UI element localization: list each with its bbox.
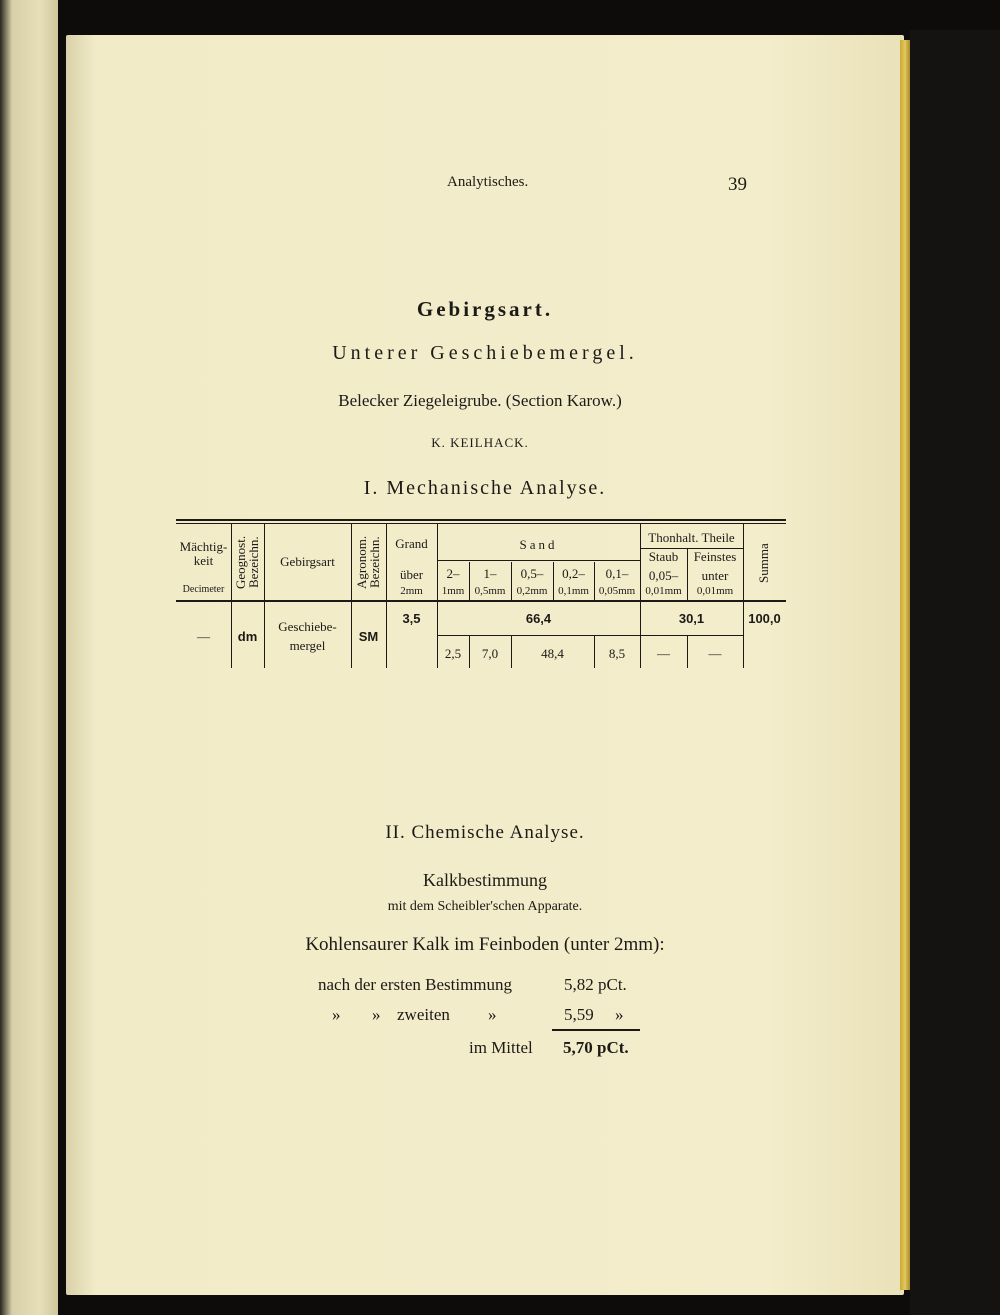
ditto-mark: » xyxy=(372,1005,381,1024)
ditto-mark: » xyxy=(332,1005,341,1024)
header-grand: Grand xyxy=(395,536,428,551)
header-staub-range: 0,05– xyxy=(648,568,679,583)
header-thonhalt: Thonhalt. Theile xyxy=(648,530,735,545)
table-top-rule-2 xyxy=(176,523,786,524)
sand-col-bottom: 0,1mm xyxy=(558,585,589,597)
header-geognost: Geognost. Bezeichn. xyxy=(233,535,261,589)
cell-feinstes: — xyxy=(708,646,722,661)
result-1-value: 5,82 pCt. xyxy=(564,975,627,994)
sand-col-bottom: 0,05mm xyxy=(598,585,636,597)
sand-col-top: 1– xyxy=(483,566,497,581)
heading-chemical-analysis: II. Chemische Analyse. xyxy=(385,822,585,843)
cell-summa: 100,0 xyxy=(748,611,781,626)
heading-kalkbestimmung: Kalkbestimmung xyxy=(423,870,547,890)
header-feinstes: Feinstes xyxy=(693,549,737,564)
header-sand: Sand xyxy=(519,537,558,552)
value-sub-rule xyxy=(437,635,743,636)
header-agronom: Agronom. Bezeichn. xyxy=(354,535,382,589)
header-grand-size: 2mm xyxy=(400,585,423,597)
mean-label: im Mittel xyxy=(469,1038,533,1057)
cell-sand-value: 7,0 xyxy=(481,646,499,661)
cell-agronom: SM xyxy=(358,629,379,644)
carbonate-intro: Kohlensaurer Kalk im Feinboden (unter 2mm): xyxy=(305,934,665,955)
heading-mechanical-analysis: I. Mechanische Analyse. xyxy=(363,477,607,499)
col-divider xyxy=(231,524,232,668)
cell-maechtigkeit: — xyxy=(197,629,210,644)
mean-value: 5,70 pCt. xyxy=(563,1038,629,1057)
book-binding xyxy=(910,30,1000,1315)
col-divider xyxy=(743,524,744,668)
table-top-rule xyxy=(176,519,786,521)
header-summa: Summa xyxy=(756,543,771,583)
header-grand-ueber: über xyxy=(399,567,424,582)
cell-sand-total: 66,4 xyxy=(525,611,552,626)
sand-col-top: 2– xyxy=(446,566,460,581)
sand-col-top: 0,5– xyxy=(520,566,544,581)
cell-staub: — xyxy=(657,646,670,661)
header-feinstes-range: unter xyxy=(701,568,729,583)
gilt-page-edge xyxy=(900,40,910,1290)
heading-formation: Unterer Geschiebemergel. xyxy=(332,342,638,364)
cell-grand: 3,5 xyxy=(402,611,421,626)
cell-thon-total: 30,1 xyxy=(678,611,705,626)
cell-sand-value: 2,5 xyxy=(444,646,462,661)
page-number: 39 xyxy=(728,174,747,195)
ditto-mark: » xyxy=(488,1005,497,1024)
sand-col-bottom: 0,2mm xyxy=(516,585,548,597)
sand-col-top: 0,1– xyxy=(605,566,629,581)
heading-location: Belecker Ziegeleigrube. (Section Karow.) xyxy=(338,391,622,410)
cell-gebirgsart: Geschiebe-mergel xyxy=(278,619,337,653)
sand-col-bottom: 0,5mm xyxy=(474,585,506,597)
col-divider xyxy=(351,524,352,668)
result-2-value: 5,59 xyxy=(564,1005,594,1024)
sum-rule xyxy=(552,1029,640,1031)
header-feinstes-range-2: 0,01mm xyxy=(696,585,734,597)
subtitle-apparatus: mit dem Scheibler'schen Apparate. xyxy=(387,899,583,914)
cell-geognost: dm xyxy=(237,629,258,644)
book-page xyxy=(66,35,904,1295)
sand-sub-rule xyxy=(437,560,640,561)
result-1-label: nach der ersten Bestimmung xyxy=(318,975,513,994)
left-page-edge xyxy=(0,0,58,1315)
header-bottom-rule xyxy=(176,600,786,602)
running-title: Analytisches. xyxy=(447,174,529,190)
ditto-mark: » xyxy=(615,1005,624,1024)
cell-sand-value: 48,4 xyxy=(541,646,564,661)
header-decimeter: Decimeter xyxy=(182,584,225,595)
header-staub: Staub xyxy=(648,549,679,564)
header-staub-range-2: 0,01mm xyxy=(645,585,682,597)
cell-sand-value: 8,5 xyxy=(608,646,626,661)
header-maechtigkeit: Mächtig-keit xyxy=(179,539,228,568)
header-gebirgsart: Gebirgsart xyxy=(280,554,335,569)
sand-col-top: 0,2– xyxy=(562,566,585,581)
heading-author: K. KEILHACK. xyxy=(431,435,529,450)
sand-col-bottom: 1mm xyxy=(441,585,465,597)
heading-gebirgsart: Gebirgsart. xyxy=(416,297,554,321)
result-2-label: zweiten xyxy=(397,1005,450,1024)
